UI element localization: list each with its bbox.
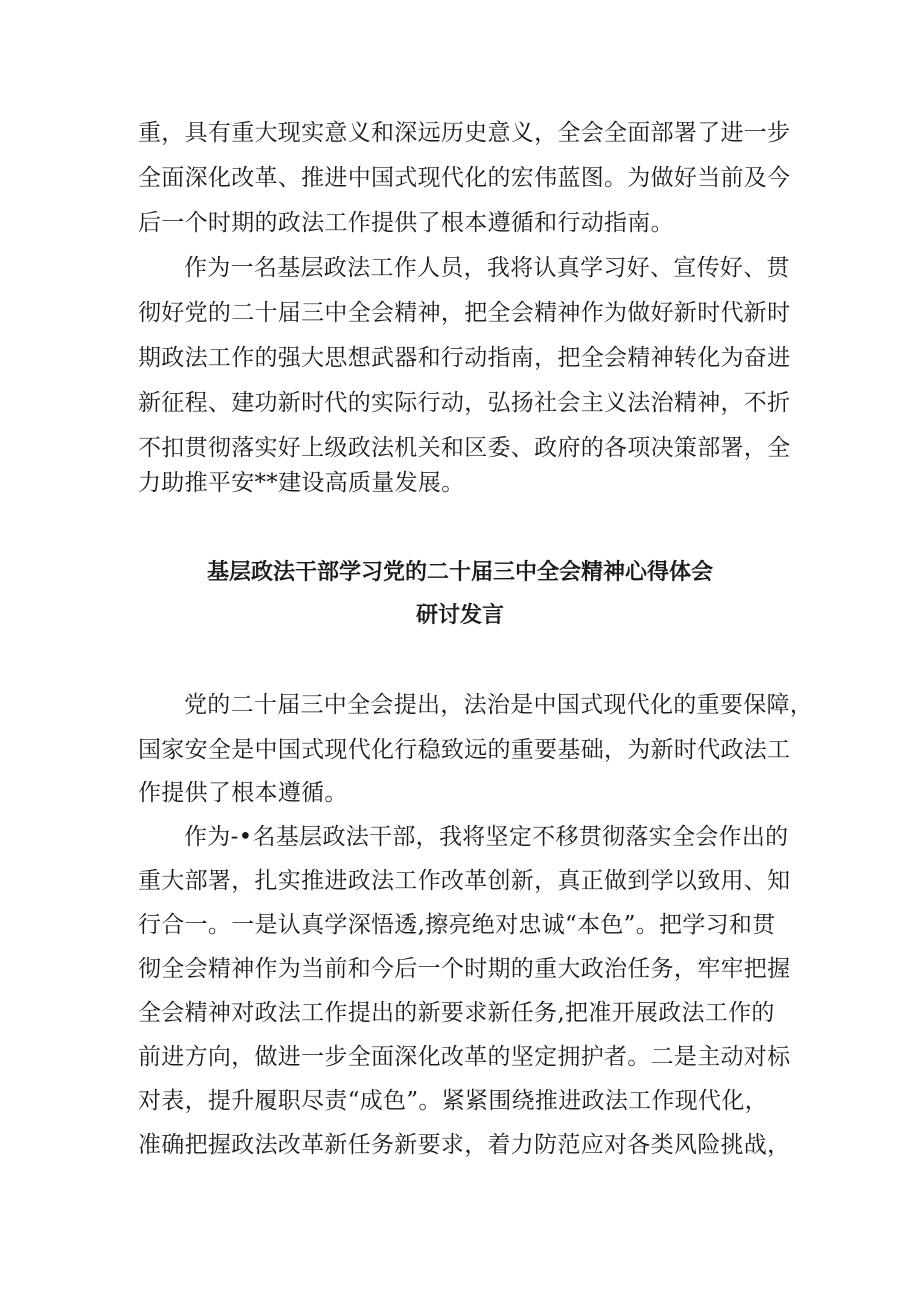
intro-paragraph-2-line-3: 期政法工作的强大思想武器和行动指南，把全会精神转化为奋进	[138, 345, 791, 371]
body-paragraph-2-line-2: 重大部署，扎实推进政法工作改革创新，真正做到学以致用、知	[138, 868, 791, 894]
intro-paragraph-2-line-2: 彻好党的二十届三中全会精神，把全会精神作为做好新时代新时	[138, 300, 791, 326]
intro-paragraph-1-line-3: 后一个时期的政法工作提供了根本遵循和行动指南。	[138, 210, 674, 236]
intro-paragraph-2-line-6: 力助推平安**建设高质量发展。	[138, 470, 465, 496]
body-paragraph-2-line-4: 彻全会精神作为当前和今后一个时期的重大政治任务，牢牢把握	[138, 956, 791, 982]
body-paragraph-2-line-7: 对表，提升履职尽责“成色”。紧紧围绕推进政法工作现代化，	[138, 1088, 768, 1114]
body-paragraph-1-line-2: 国家安全是中国式现代化行稳致远的重要基础，为新时代政法工	[138, 737, 791, 763]
article-title: 基层政法干部学习党的二十届三中全会精神心得体会	[206, 560, 713, 585]
body-paragraph-2-line-5: 全会精神对政法工作提出的新要求新任务,把准开展政法工作的	[138, 1000, 775, 1026]
intro-paragraph-2-line-1: 作为一名基层政法工作人员，我将认真学习好、宣传好、贯	[184, 255, 790, 281]
body-paragraph-1-line-3: 作提供了根本遵循。	[138, 780, 348, 806]
article-subtitle: 研讨发言	[415, 603, 504, 628]
body-paragraph-2-line-8: 准确把握政法改革新任务新要求，着力防范应对各类风险挑战，	[138, 1132, 791, 1158]
body-paragraph-2-line-3: 行合一。一是认真学深悟透,擦亮绝对忠诚“本色”。把学习和贯	[138, 912, 776, 938]
intro-paragraph-1-line-1: 重，具有重大现实意义和深远历史意义，全会全面部署了进一步	[138, 120, 791, 146]
body-paragraph-2-line-1: 作为-•名基层政法干部，我将坚定不移贯彻落实全会作出的	[184, 824, 789, 850]
body-paragraph-2-line-6: 前进方向，做进一步全面深化改革的坚定拥护者。二是主动对标	[138, 1044, 791, 1070]
intro-paragraph-2-line-4: 新征程、建功新时代的实际行动，弘扬社会主义法治精神，不折	[138, 390, 791, 416]
intro-paragraph-2-line-5: 不扣贯彻落实好上级政法机关和区委、政府的各项决策部署，全	[138, 435, 791, 461]
intro-paragraph-1-line-2: 全面深化改革、推进中国式现代化的宏伟蓝图。为做好当前及今	[138, 165, 791, 191]
body-paragraph-1-line-1: 党的二十届三中全会提出，法治是中国式现代化的重要保障，	[184, 692, 814, 718]
